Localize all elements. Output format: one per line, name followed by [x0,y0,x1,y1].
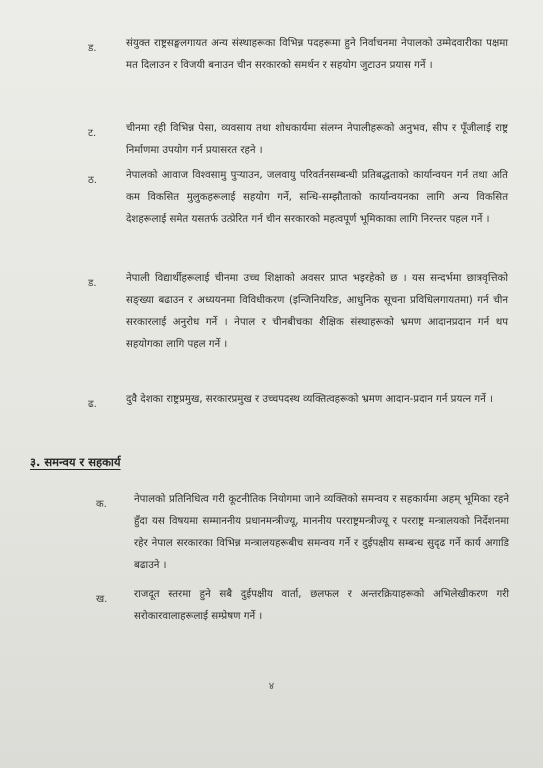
item-marker: ड. [88,278,97,289]
item-text: नेपाली विद्यार्थीहरूलाई चीनमा उच्च शिक्षाको अवसर प्राप्त भइरहेको छ । यस सन्दर्भमा छात्रवृत्तिको सङ्ख्या बढाउन र अध्ययनमा विविधीकरण (इन्जिनियरिङ, आधुनिक सूचना प्रविधिलगायतमा) गर्न चीन सरकारलाई अनुरोध गर्ने । नेपाल र चीनबीचका शैक्षिक संस्थाहरूको भ्रमण आदानप्रदान गर्न थप सहयोगका लागि पहल गर्ने । [126,273,508,350]
item-marker: ट. [88,128,97,139]
section-heading: ३. समन्वय र सहकार्य [30,455,121,469]
item-text: चीनमा रही विभिन्न पेसा, व्यवसाय तथा शोधकार्यमा संलग्न नेपालीहरूको अनुभव, सीप र पूँजीलाई राष्ट्र निर्माणमा उपयोग गर्न प्रयासरत रहने । [126,123,508,156]
item-text: राजदूत स्तरमा हुने सबै दुईपक्षीय वार्ता, छलफल र अन्तरक्रियाहरूको अभिलेखीकरण गरी सरोकारवालाहरूलाई सम्प्रेषण गर्ने । [134,589,509,622]
item-marker: ड. [88,43,97,54]
item-text: नेपालको प्रतिनिधित्व गरी कूटनीतिक नियोगमा जाने व्यक्तिको समन्वय र सहकार्यमा अहम् भूमिका रहने हुँदा यस विषयमा सम्माननीय प्रधानमन्त्रीज्यू, माननीय परराष्ट्रमन्त्रीज्यू र परराष्ट्र मन्त्रालयको निर्देशनमा रहेर नेपाल सरकारका विभिन्न मन्त्रालयहरूबीच समन्वय गर्ने र दुईपक्षीय सम्बन्ध सुदृढ गर्ने कार्य अगाडि बढाउने । [134,494,509,571]
item-text: दुवै देशका राष्ट्रप्रमुख, सरकारप्रमुख र उच्चपदस्थ व्यक्तित्वहरूको भ्रमण आदान-प्रदान गर्न प्रयत्न गर्ने । [126,394,493,405]
page-number: ४ [268,681,275,692]
item-text: नेपालको आवाज विश्वसामु पुऱ्याउन, जलवायु परिवर्तनसम्बन्धी प्रतिबद्धताको कार्यान्वयन गर्न तथा अति कम विकसित मुलुकहरूलाई सहयोग गर्ने, सन्धि-सम्झौताको कार्यान्वयनका लागि अन्य विकसित देशहरूलाई समेत यसतर्फ उत्प्रेरित गर्न चीन सरकारको महत्वपूर्ण भूमिकाका लागि निरन्तर पहल गर्ने । [126,170,508,225]
item-text: संयुक्त राष्ट्रसङ्घलगायत अन्य संस्थाहरूका विभिन्न पदहरूमा हुने निर्वाचनमा नेपालको उम्मेदवारीका पक्षमा मत दिलाउन र विजयी बनाउन चीन सरकारको समर्थन र सहयोग जुटाउन प्रयास गर्ने । [126,38,508,71]
item-marker: क. [96,499,107,510]
item-marker: ठ. [88,175,97,186]
item-marker: ढ. [88,399,97,410]
item-marker: ख. [96,594,108,605]
